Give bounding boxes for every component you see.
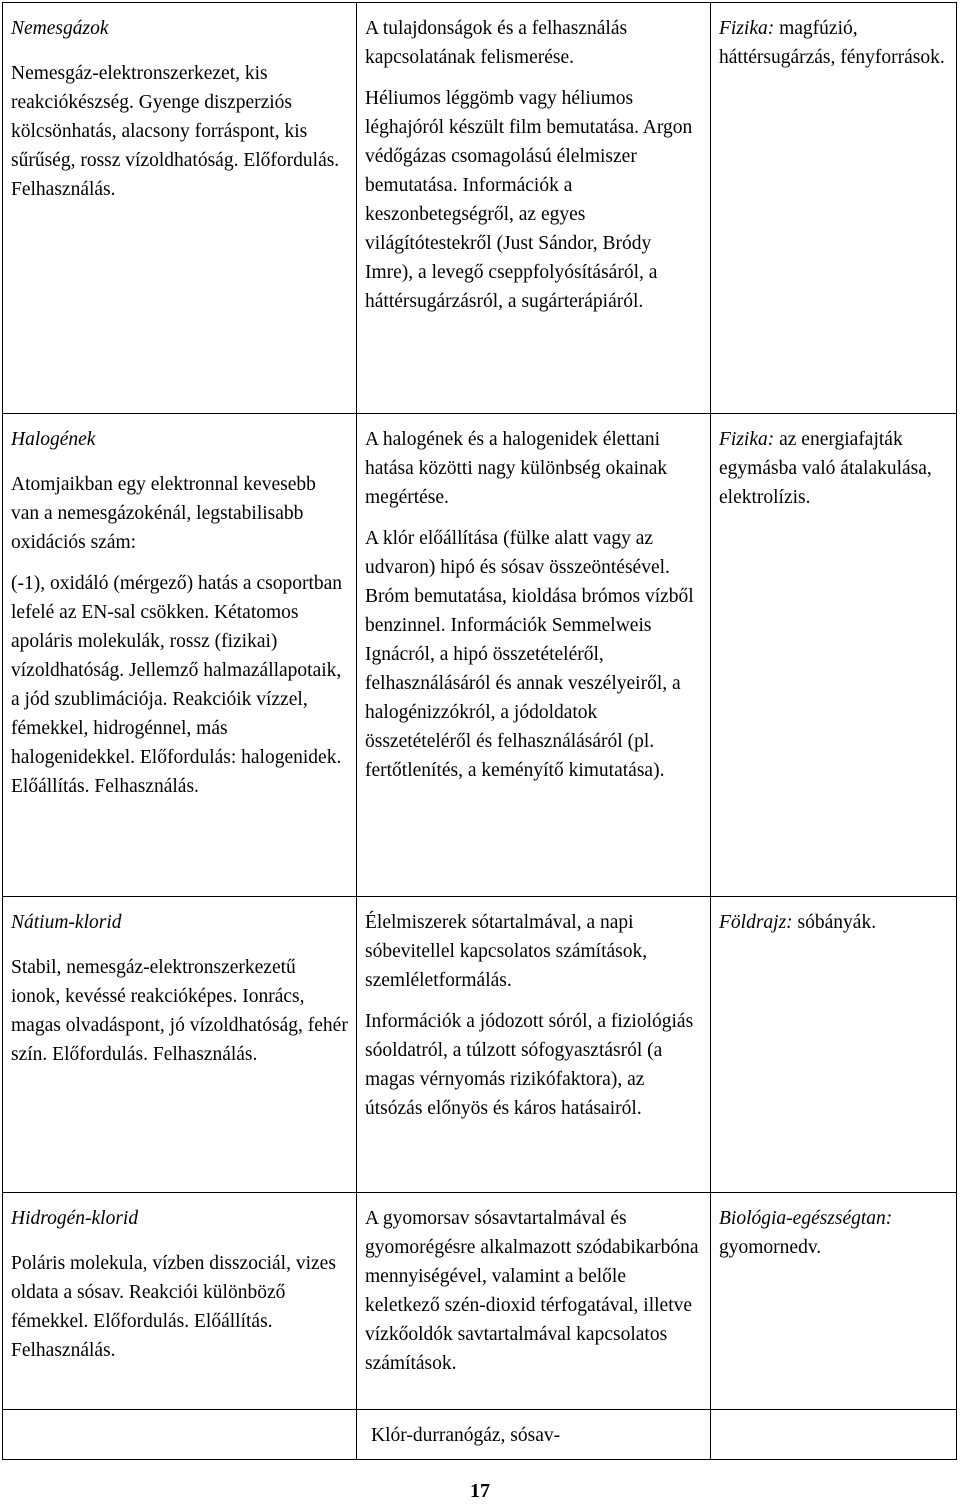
- activities-cell: [357, 414, 711, 897]
- activity-text: A gyomorsav sósavtartalmával és gyomorégésre alkalmazott szódabikarbóna mennyiségével, valamint a belőle keletkező szén-dioxid térfogatával, illetve vízkőoldók savtartalmával kapcsolatos számítások.: [365, 1208, 699, 1374]
- topic-text: (-1), oxidáló (mérgező) hatás a csoportban lefelé az EN-sal csökken. Kétatomos apoláris molekulák, rossz (fizikai) vízoldhatóság. Jellemző halmazállapotaik, a jód szublimációja. Reakcióik vízzel, fémekkel, hidrogénnel, más halogenidekkel. Előfordulás: halogenidek. Előállítás. Felhasználás.: [11, 573, 343, 797]
- topic-title: Halogének: [11, 429, 96, 450]
- activities-cell: [357, 897, 711, 1193]
- activities-cell: [357, 1193, 711, 1410]
- page-number: 17: [470, 1480, 490, 1502]
- links-cell: [711, 3, 957, 414]
- links-cell: [711, 414, 957, 897]
- links-subject: Fizika:: [719, 18, 775, 39]
- topic-title: Nátium-klorid: [11, 912, 122, 933]
- activity-text: A tulajdonságok és a felhasználás kapcsolatának felismerése.: [365, 18, 628, 68]
- topic-title: Nemesgázok: [11, 18, 109, 39]
- activity-text: A klór előállítása (fülke alatt vagy az udvaron) hipó és sósav összeöntésével. Bróm bemutatása, kioldása brómos vízből benzinnel. Információk Semmelweis Ignácról, a hipó összetételéről, felhasználásáról és annak veszélyeiről, a halogénizzókról, a jódoldatok összetételéről és felhasználásáról (pl. fertőtlenítés, a keményítő kimutatása).: [365, 528, 694, 781]
- links-cell: [711, 1410, 957, 1460]
- links-text: [719, 14, 948, 72]
- links-text: [719, 425, 948, 512]
- topic-cell: [3, 3, 357, 414]
- activity-text: Élelmiszerek sótartalmával, a napi sóbevitellel kapcsolatos számítások, szemléletformálás.: [365, 912, 648, 991]
- links-content: gyomornedv.: [719, 1237, 822, 1258]
- links-content: sóbányák.: [792, 912, 877, 933]
- links-cell: [711, 897, 957, 1193]
- topic-text: Stabil, nemesgáz-elektronszerkezetű ionok, kevéssé reakcióképes. Ionrács, magas olvadáspont, jó vízoldhatóság, fehér szín. Előfordulás. Felhasználás.: [11, 957, 348, 1065]
- table-row: [3, 414, 957, 897]
- links-subject: Biológia-egészségtan:: [719, 1208, 893, 1229]
- topic-cell: [3, 897, 357, 1193]
- table-row: [3, 1193, 957, 1410]
- topic-text: Poláris molekula, vízben disszociál, vizes oldata a sósav. Reakciói különböző fémekkel. Előfordulás. Előállítás. Felhasználás.: [11, 1253, 336, 1361]
- links-cell: [711, 1193, 957, 1410]
- activity-text: Héliumos léggömb vagy héliumos léghajóról készült film bemutatása. Argon védőgázas csomagolású élelmiszer bemutatása. Információk a keszonbetegségről, az egyes világítótestekről (Just Sándor, Bródy Imre), a levegő cseppfolyósításáról, a háttérsugárzásról, a sugárterápiáról.: [365, 88, 693, 312]
- table-row: [3, 1410, 957, 1460]
- topic-cell: [3, 1193, 357, 1410]
- topic-title: Hidrogén-klorid: [11, 1208, 139, 1229]
- table-row: [3, 3, 957, 414]
- activity-text: Információk a jódozott sóról, a fiziológiás sóoldatról, a túlzott sófogyasztásról (a magas vérnyomás rizikófaktora), az útsózás előnyös és káros hatásairól.: [365, 1011, 694, 1119]
- topic-cell: [3, 1410, 357, 1460]
- activity-text: Klór-durranógáz, sósav-: [371, 1425, 561, 1446]
- links-text: [719, 908, 948, 937]
- activities-cell: [357, 1410, 711, 1460]
- curriculum-table: [2, 2, 957, 1460]
- links-text: [719, 1204, 948, 1262]
- activities-cell: [357, 3, 711, 414]
- topic-text: Nemesgáz-elektronszerkezet, kis reakciókészség. Gyenge diszperziós kölcsönhatás, alacsony forráspont, kis sűrűség, rossz vízoldhatóság. Előfordulás. Felhasználás.: [11, 63, 340, 200]
- table-row: [3, 897, 957, 1193]
- links-subject: Fizika:: [719, 429, 775, 450]
- links-subject: Földrajz:: [719, 912, 793, 933]
- topic-cell: [3, 414, 357, 897]
- links-content: az energiafajták egymásba való átalakulása, elektrolízis.: [719, 429, 932, 508]
- topic-text: Atomjaikban egy elektronnal kevesebb van a nemesgázokénál, legstabilisabb oxidációs szám:: [11, 474, 316, 553]
- links-content: magfúzió, háttérsugárzás, fényforrások.: [719, 18, 945, 68]
- activity-text: A halogének és a halogenidek élettani hatása közötti nagy különbség okainak megértése.: [365, 429, 668, 508]
